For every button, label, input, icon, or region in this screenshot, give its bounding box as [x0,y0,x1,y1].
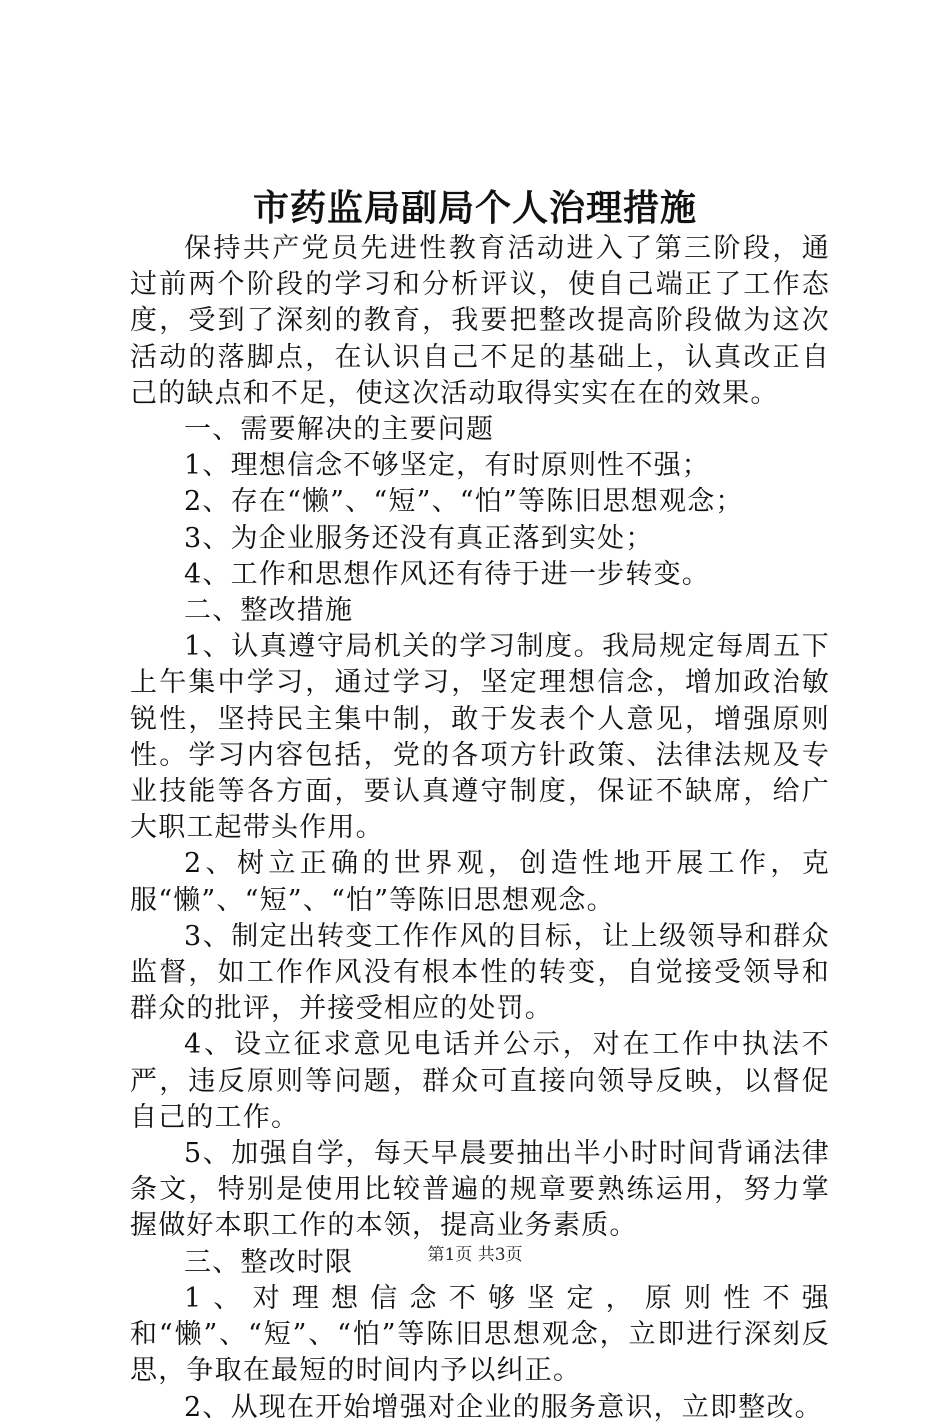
list-item-problem-3: 3、为企业服务还没有真正落到实处； [184,522,654,554]
list-item-measure-3: 3、制定出转变工作作风的目标，让上级领导和群众监督，如工作作风没有根本性的转变，自觉接受领导和群众的批评，并接受相应的处罚。 [130,920,830,1025]
list-item-problem-4: 4、工作和思想作风还有待于进一步转变。 [184,558,710,590]
section-heading-measures: 二、整改措施 [184,595,354,627]
list-item-measure-1: 1、认真遵守局机关的学习制度。我局规定每周五下上午集中学习，通过学习，坚定理想信念，增加政治敏锐性，坚持民主集中制，敢于发表个人意见，增强原则性。学习内容包括，党的各项方针政策、法律法规及专业技能等各方面，要认真遵守制度，保证不缺席，给广大职工起带头作用。 [130,631,830,844]
page-number-footer: 第1页 共3页 [427,1245,523,1265]
list-item-measure-4: 4、设立征求意见电话并公示，对在工作中执法不严，违反原则等问题，群众可直接向领导反映，以督促自己的工作。 [130,1029,830,1133]
section-heading-problems: 一、需要解决的主要问题 [184,414,495,446]
list-item-deadline-1: 1、对理想信念不够坚定，原则性不强和“懒”、“短”、“怕”等陈旧思想观念，立即进行深刻反思，争取在最短的时间内予以纠正。 [130,1282,830,1387]
list-item-problem-2: 2、存在“懒”、“短”、“怕”等陈旧思想观念； [184,486,744,518]
paragraph-intro: 保持共产党员先进性教育活动进入了第三阶段，通过前两个阶段的学习和分析评议，使自己端正了工作态度，受到了深刻的教育，我要把整改提高阶段做为这次活动的落脚点，在认识自己不足的基础上，认真改正自己的缺点和不足，使这次活动取得实实在在的效果。 [130,233,830,409]
list-item-deadline-2: 2、从现在开始增强对企业的服务意识，立即整改。 [184,1391,823,1423]
list-item-measure-5: 5、加强自学，每天早晨要抽出半小时时间背诵法律条文，特别是使用比较普遍的规章要熟练运用，努力掌握做好本职工作的本领，提高业务素质。 [130,1138,830,1242]
section-heading-deadline: 三、整改时限 [184,1246,354,1278]
list-item-problem-1: 1、理想信念不够坚定，有时原则性不强； [184,450,710,482]
document-title: 市药监局副局个人治理措施 [252,187,697,229]
list-item-measure-2: 2、树立正确的世界观，创造性地开展工作，克服“懒”、“短”、“怕”等陈旧思想观念。 [130,848,830,916]
